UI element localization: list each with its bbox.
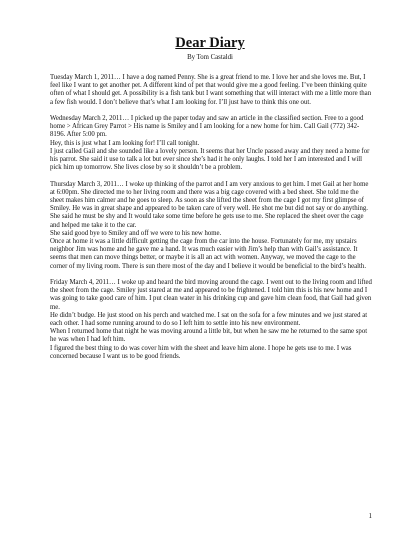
- paragraph-march-4-budge: He didn’t budge. He just stood on his perch and watched me. I sat on the sofa for a few minutes and we just stared at each other. I had some running around to do so I left him to settle into his new environment.: [50, 311, 368, 328]
- author-byline: By Tom Castaldi: [187, 54, 233, 61]
- paragraph-march-4-return: When I returned home that night he was moving around a little bit, but when he saw me he returned to the same spot he was when I had left him.: [50, 328, 368, 344]
- page-number: 1: [368, 512, 372, 520]
- paragraph-march-2: Wednesday March 2, 2011… I picked up the paper today and saw an article in the classified section. Free to a good home > African Grey Parrot > His name is Smiley and I am looking for a new home for him. Call Gail (772) 342-8196. After 5:00 pm.: [50, 115, 364, 139]
- page-title: Dear Diary: [175, 35, 245, 51]
- paragraph-march-4: Friday March 4, 2011… I woke up and heard the bird moving around the cage. I went out to the living room and lifted the sheet from the cage. Smiley just stared at me and appeared to be frightened. I told him this is his new home and I was going to take good care of him. I put clean water in his drinking cup and gave him clean food, that Gail had given me.: [50, 279, 372, 311]
- paragraph-march-4-sheet: I figured the best thing to do was cover him with the sheet and leave him alone. I hope he gets use to me. I was concerned because I want us to be good friends.: [50, 344, 352, 360]
- paragraph-march-3-goodbye: She said good bye to Smiley and off we were to his new home.: [50, 229, 222, 237]
- paragraph-march-2-reaction: Hey, this is just what I am looking for! I’ll call tonight.: [50, 139, 200, 147]
- paragraph-march-2-call: I just called Gail and she sounded like a lovely person. It seems that her Uncle passed away and they need a home for his parrot. She said it use to talk a lot but ever since she’s had it he only laughs. I told her I am interested and I will pick him up tomorrow. She lives close by so it shouldn’t be a problem.: [50, 147, 370, 172]
- paragraph-march-1: Tuesday March 1, 2011… I have a dog named Penny. She is a great friend to me. I love her and she loves me. But, I feel like I want to get another pet. A different kind of pet that would give me a good feeling. I’ve been thinking quite often of what I should get. A possibility is a fish tank but I want something that will interact with me a little more than a few fish would. I don’t believe that’s what I am looking for. I’ll just have to think this one out.: [50, 74, 372, 106]
- paragraph-march-3: Thursday March 3, 2011… I woke up thinking of the parrot and I am very anxious to get him. I met Gail at her home at 6:00pm. She directed me to her living room and there was a big cage covered with a bed sheet. She told me the sheet makes him calmer and he goes to sleep. As soon as she lifted the sheet from the cage I got my first glimpse of Smiley. He was in great shape and appeared to be taken care of very well. He shot me but did not say or do anything. She said he must be shy and It would take some time before he gets use to me. She replaced the sheet over the cage and helped me take it to the car.: [50, 180, 369, 229]
- paragraph-march-3-home: Once at home it was a little difficult getting the cage from the car into the house. Fortunately for me, my upstairs neighbor Jim was home and he gave me a hand. It was much easier with Jim’s help than with Gail’s assistance. It seems that men can move things better, or maybe it is all an act with women. Anyway, we moved the cage to the corner of my living room. There is sun there most of the day and I believe it would be beneficial to the bird’s health.: [50, 238, 367, 270]
- diary-body: [50, 74, 372, 361]
